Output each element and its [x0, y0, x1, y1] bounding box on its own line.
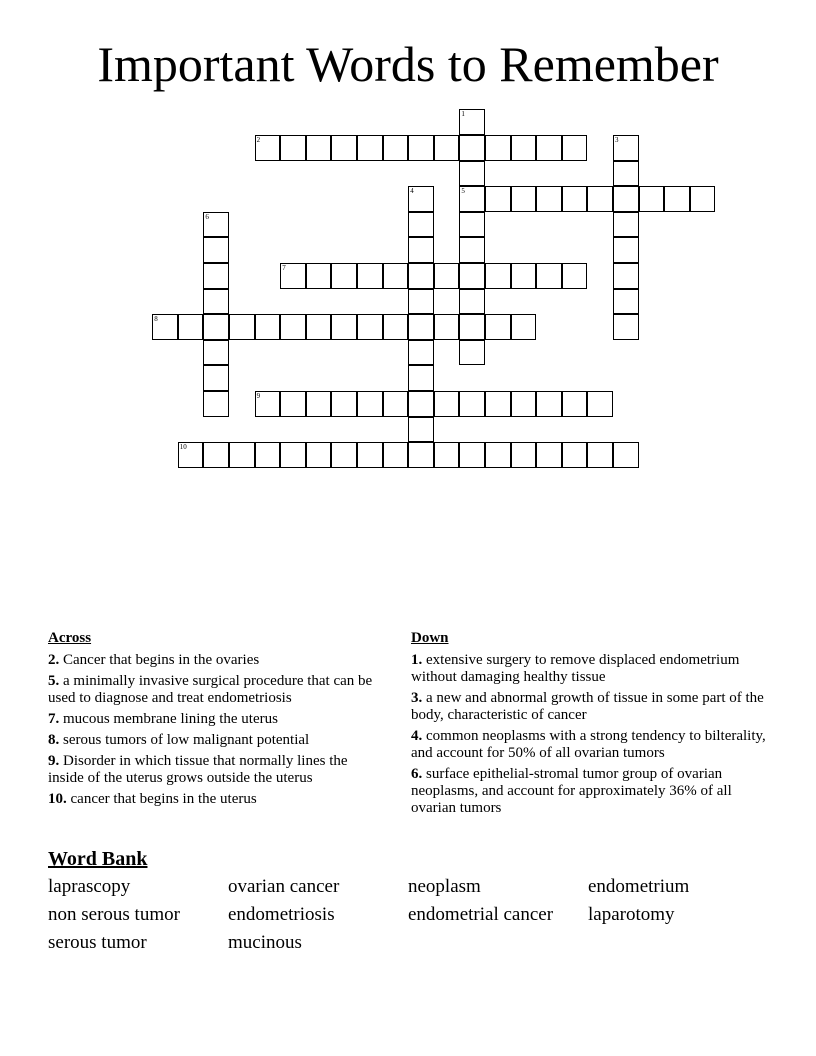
- crossword-cell[interactable]: [511, 135, 537, 161]
- crossword-cell[interactable]: [203, 237, 229, 263]
- crossword-cell[interactable]: [459, 314, 485, 340]
- crossword-cell[interactable]: [562, 391, 588, 417]
- crossword-cell[interactable]: [178, 314, 204, 340]
- crossword-cell[interactable]: [152, 314, 178, 340]
- clue-number: 1: [461, 110, 465, 119]
- crossword-cell[interactable]: [408, 391, 434, 417]
- crossword-cell[interactable]: [536, 391, 562, 417]
- crossword-cell[interactable]: [459, 212, 485, 238]
- crossword-cell[interactable]: [511, 314, 537, 340]
- crossword-cell[interactable]: [383, 442, 409, 468]
- crossword-cell[interactable]: [203, 340, 229, 366]
- crossword-cell[interactable]: [306, 314, 332, 340]
- crossword-cell[interactable]: [408, 340, 434, 366]
- crossword-cell[interactable]: [280, 442, 306, 468]
- down-heading: Down: [411, 630, 449, 646]
- crossword-cell[interactable]: [408, 289, 434, 315]
- crossword-cell[interactable]: [255, 135, 281, 161]
- crossword-cell[interactable]: [459, 442, 485, 468]
- crossword-cell[interactable]: [408, 442, 434, 468]
- crossword-cell[interactable]: [459, 289, 485, 315]
- crossword-cell[interactable]: [306, 135, 332, 161]
- crossword-cell[interactable]: [383, 135, 409, 161]
- crossword-cell[interactable]: [613, 212, 639, 238]
- crossword-cell[interactable]: [306, 263, 332, 289]
- across-clues: [48, 630, 383, 812]
- crossword-cell[interactable]: [280, 314, 306, 340]
- crossword-cell[interactable]: [280, 263, 306, 289]
- crossword-cell[interactable]: [203, 391, 229, 417]
- word-bank-item: ovarian cancer: [228, 876, 340, 897]
- crossword-cell[interactable]: [357, 314, 383, 340]
- crossword-cell[interactable]: [255, 314, 281, 340]
- crossword-cell[interactable]: [587, 391, 613, 417]
- down-clue-3: 3. a new and abnormal growth of tissue in some part of the body, characteristic of cancer: [411, 690, 764, 723]
- word-bank-item: laparotomy: [588, 904, 675, 925]
- crossword-cell[interactable]: [331, 314, 357, 340]
- crossword-cell[interactable]: [562, 442, 588, 468]
- crossword-cell[interactable]: [203, 365, 229, 391]
- crossword-cell[interactable]: [485, 135, 511, 161]
- word-bank-item: endometriosis: [228, 904, 335, 925]
- crossword-cell[interactable]: [408, 417, 434, 443]
- crossword-cell[interactable]: [485, 391, 511, 417]
- crossword-cell[interactable]: [357, 391, 383, 417]
- crossword-cell[interactable]: [562, 263, 588, 289]
- crossword-cell[interactable]: [459, 263, 485, 289]
- crossword-cell[interactable]: [511, 263, 537, 289]
- crossword-cell[interactable]: [613, 135, 639, 161]
- crossword-cell[interactable]: [536, 186, 562, 212]
- down-clues: [411, 630, 771, 821]
- crossword-cell[interactable]: [562, 135, 588, 161]
- crossword-cell[interactable]: [408, 314, 434, 340]
- clue-number: 10: [179, 443, 187, 452]
- crossword-cell[interactable]: [203, 263, 229, 289]
- across-clue-2: 2. Cancer that begins in the ovaries: [48, 652, 260, 668]
- crossword-cell[interactable]: [408, 263, 434, 289]
- word-bank-item: endometrium: [588, 876, 690, 897]
- crossword-cell[interactable]: [459, 237, 485, 263]
- crossword-cell[interactable]: [459, 109, 485, 135]
- clue-number: 5: [461, 187, 465, 196]
- across-clue-8: 8. serous tumors of low malignant potential: [48, 732, 310, 748]
- crossword-cell[interactable]: [408, 237, 434, 263]
- crossword-cell[interactable]: [562, 186, 588, 212]
- crossword-cell[interactable]: [511, 186, 537, 212]
- across-clue-10: 10. cancer that begins in the uterus: [48, 791, 257, 807]
- crossword-cell[interactable]: [408, 135, 434, 161]
- crossword-cell[interactable]: [459, 340, 485, 366]
- crossword-cell[interactable]: [203, 314, 229, 340]
- crossword-cell[interactable]: [511, 442, 537, 468]
- crossword-cell[interactable]: [306, 391, 332, 417]
- crossword-cell[interactable]: [357, 135, 383, 161]
- crossword-cell[interactable]: [434, 391, 460, 417]
- clue-number: 2: [256, 136, 261, 144]
- crossword-cell[interactable]: [331, 135, 357, 161]
- crossword-cell[interactable]: [613, 263, 639, 289]
- crossword-cell[interactable]: [459, 135, 485, 161]
- crossword-cell[interactable]: [229, 442, 255, 468]
- word-bank-item: serous tumor: [48, 932, 147, 953]
- crossword-cell[interactable]: [613, 161, 639, 187]
- crossword-cell[interactable]: [613, 289, 639, 315]
- crossword-cell[interactable]: [536, 135, 562, 161]
- crossword-cell[interactable]: [459, 161, 485, 187]
- word-bank-item: laprascopy: [48, 876, 131, 897]
- down-clue-1: 1. extensive surgery to remove displaced endometrium without damaging healthy tissue: [411, 652, 740, 685]
- crossword-cell[interactable]: [383, 263, 409, 289]
- across-clue-9: 9. Disorder in which tissue that normally lines the inside of the uterus grows outside the uterus: [48, 753, 348, 786]
- crossword-cell[interactable]: [255, 442, 281, 468]
- clue-number: 4: [410, 187, 414, 196]
- crossword-cell[interactable]: [357, 442, 383, 468]
- crossword-cell[interactable]: [306, 442, 332, 468]
- crossword-cell[interactable]: [511, 391, 537, 417]
- crossword-cell[interactable]: [434, 442, 460, 468]
- crossword-cell[interactable]: [639, 186, 665, 212]
- crossword-cell[interactable]: [536, 263, 562, 289]
- across-heading: Across: [48, 630, 92, 646]
- clue-number: 6: [205, 212, 209, 221]
- clue-number: 9: [256, 392, 261, 400]
- across-clue-5: 5. a minimally invasive surgical procedure that can be used to diagnose and treat endometriosis: [48, 673, 373, 706]
- crossword-cell[interactable]: [280, 391, 306, 417]
- word-bank-item: endometrial cancer: [408, 904, 554, 925]
- crossword-cell[interactable]: [434, 135, 460, 161]
- crossword-cell[interactable]: [485, 263, 511, 289]
- crossword-cell[interactable]: [203, 442, 229, 468]
- crossword-cell[interactable]: [255, 391, 281, 417]
- word-bank-item: neoplasm: [408, 876, 481, 897]
- crossword-cell[interactable]: [280, 135, 306, 161]
- crossword-cell[interactable]: [587, 186, 613, 212]
- crossword-cell[interactable]: [383, 391, 409, 417]
- crossword-cell[interactable]: [434, 314, 460, 340]
- crossword-cell[interactable]: [459, 186, 485, 212]
- puzzle-title: Important Words to Remember: [97, 36, 719, 92]
- crossword-cell[interactable]: [485, 442, 511, 468]
- down-clue-6: 6. surface epithelial-stromal tumor group of ovarian neoplasms, and account for approximately 36% of all ovarian tumors: [411, 766, 732, 816]
- crossword-cell[interactable]: [383, 314, 409, 340]
- crossword-cell[interactable]: [408, 212, 434, 238]
- crossword-cell[interactable]: [331, 263, 357, 289]
- crossword-cell[interactable]: [229, 314, 255, 340]
- clue-number: 3: [615, 136, 619, 144]
- crossword-cell[interactable]: [485, 186, 511, 212]
- crossword-cell[interactable]: [613, 237, 639, 263]
- crossword-cell[interactable]: [434, 263, 460, 289]
- clue-number: 7: [282, 264, 286, 272]
- crossword-cell[interactable]: [408, 365, 434, 391]
- crossword-cell[interactable]: [690, 186, 716, 212]
- word-bank-item: mucinous: [228, 932, 302, 953]
- crossword-cell[interactable]: [587, 442, 613, 468]
- crossword-cell[interactable]: [664, 186, 690, 212]
- crossword-cell[interactable]: [408, 186, 434, 212]
- crossword-cell[interactable]: [613, 314, 639, 340]
- crossword-cell[interactable]: [331, 442, 357, 468]
- crossword-cell[interactable]: [203, 212, 229, 238]
- crossword-cell[interactable]: [613, 186, 639, 212]
- down-clue-4: 4. common neoplasms with a strong tendency to bilterality, and account for 50% of all ovarian tumors: [411, 728, 766, 761]
- word-bank-heading: Word Bank: [48, 848, 148, 870]
- word-bank-item: non serous tumor: [48, 904, 180, 925]
- crossword-grid: [0, 0, 816, 520]
- crossword-cell[interactable]: [203, 289, 229, 315]
- across-clue-7: 7. mucous membrane lining the uterus: [48, 711, 278, 727]
- crossword-cell[interactable]: [459, 391, 485, 417]
- crossword-cell[interactable]: [613, 442, 639, 468]
- clue-number: 8: [154, 315, 158, 324]
- crossword-cell[interactable]: [331, 391, 357, 417]
- crossword-cell[interactable]: [178, 442, 204, 468]
- crossword-cell[interactable]: [485, 314, 511, 340]
- crossword-cell[interactable]: [536, 442, 562, 468]
- crossword-cell[interactable]: [357, 263, 383, 289]
